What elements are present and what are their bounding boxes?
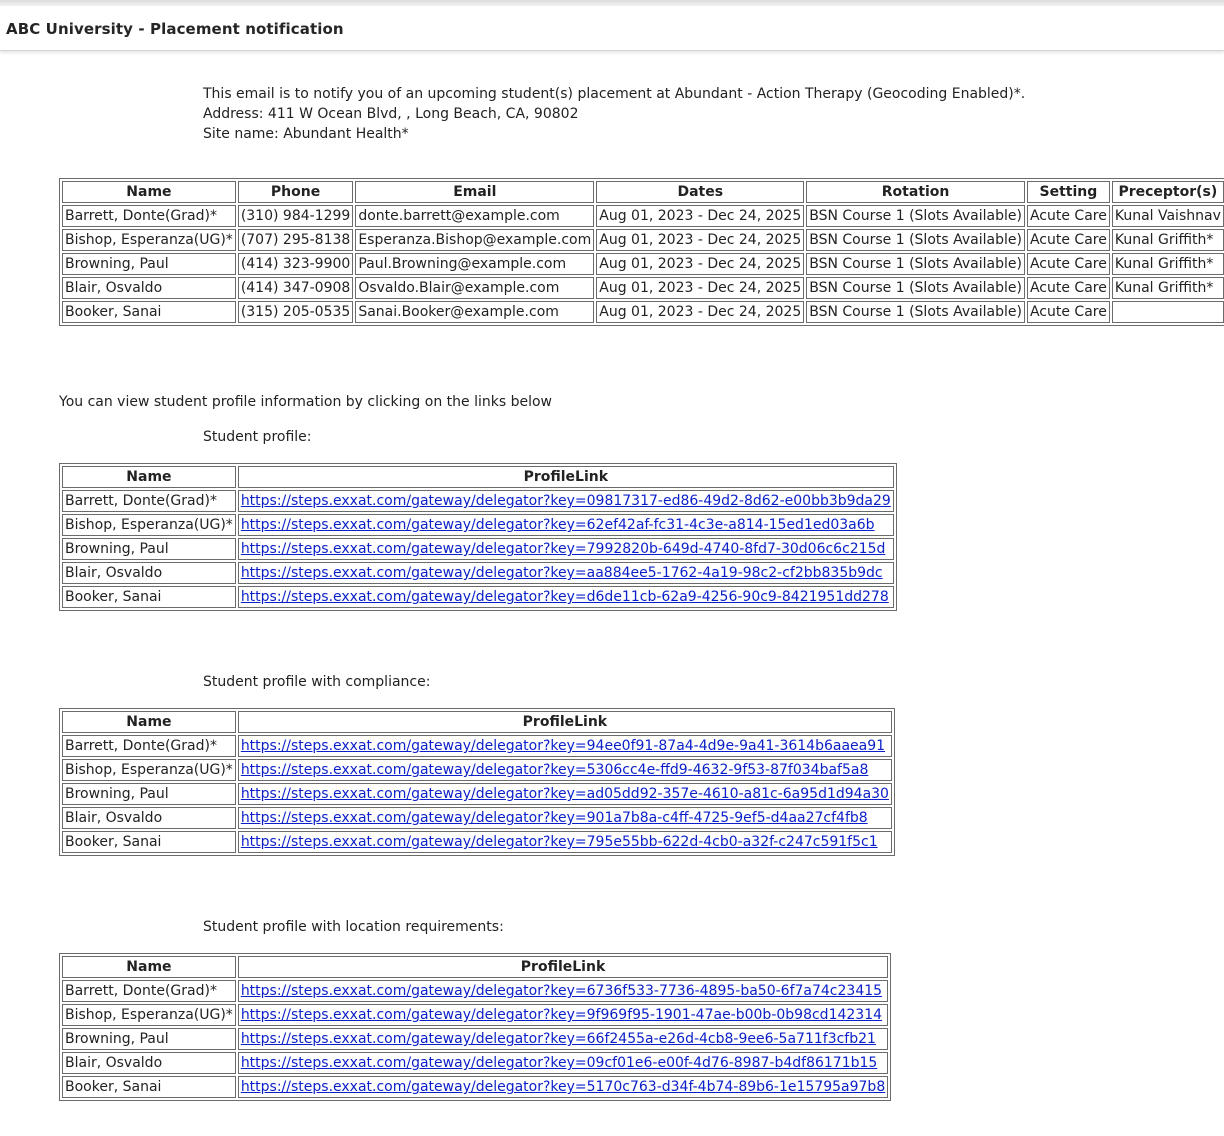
cell-dates: Aug 01, 2023 - Dec 24, 2025 — [596, 301, 804, 323]
table-row — [62, 538, 894, 560]
table-row — [62, 783, 892, 805]
cell-setting: Acute Care — [1027, 205, 1110, 227]
cell-name: Browning, Paul — [62, 538, 236, 560]
column-header-email: Email — [355, 181, 594, 203]
location-link[interactable]: https://steps.exxat.com/gateway/delegator?key=9f969f95-1901-47ae-b00b-0b98cd142314 — [240, 1007, 883, 1023]
table-header-row — [62, 181, 1224, 203]
cell-setting: Acute Care — [1027, 277, 1110, 299]
cell-dates: Aug 01, 2023 - Dec 24, 2025 — [596, 277, 804, 299]
column-header-name: Name — [62, 956, 236, 978]
table-header-row — [62, 711, 892, 733]
location-link[interactable]: https://steps.exxat.com/gateway/delegator?key=66f2455a-e26d-4cb8-9ee6-5a711f3cfb21 — [240, 1031, 876, 1047]
cell-setting: Acute Care — [1027, 229, 1110, 251]
cell-name: Booker, Sanai — [62, 301, 236, 323]
column-header-profilelink: ProfileLink — [238, 711, 892, 733]
cell-email: Osvaldo.Blair@example.com — [355, 277, 594, 299]
compliance-caption: Student profile with compliance: — [203, 674, 431, 690]
cell-name: Bishop, Esperanza(UG)* — [62, 759, 236, 781]
table-row — [62, 586, 894, 608]
cell-rotation: BSN Course 1 (Slots Available) — [806, 253, 1025, 275]
cell-profile-link — [238, 562, 894, 584]
table-row — [62, 1004, 888, 1026]
column-header-setting: Setting — [1027, 181, 1110, 203]
cell-dates: Aug 01, 2023 - Dec 24, 2025 — [596, 229, 804, 251]
view-profiles-note: You can view student profile information by clicking on the links below — [59, 394, 552, 410]
table-row — [62, 831, 892, 853]
table-row — [62, 277, 1224, 299]
location-profile-table — [59, 953, 891, 1101]
cell-name: Blair, Osvaldo — [62, 562, 236, 584]
cell-email: donte.barrett@example.com — [355, 205, 594, 227]
compliance-link[interactable]: https://steps.exxat.com/gateway/delegator?key=ad05dd92-357e-4610-a81c-6a95d1d94a30 — [240, 786, 889, 802]
cell-profile-link — [238, 514, 894, 536]
intro-text — [203, 84, 1025, 144]
intro-line-site: Site name: Abundant Health* — [203, 126, 409, 142]
location-link[interactable]: https://steps.exxat.com/gateway/delegator?key=6736f533-7736-4895-ba50-6f7a74c23415 — [240, 983, 883, 999]
profile-link[interactable]: https://steps.exxat.com/gateway/delegator?key=aa884ee5-1762-4a19-98c2-cf2bb835b9dc — [240, 565, 883, 581]
cell-profile-link — [238, 1052, 888, 1074]
table-row — [62, 205, 1224, 227]
cell-name: Booker, Sanai — [62, 586, 236, 608]
cell-name: Blair, Osvaldo — [62, 277, 236, 299]
table-row — [62, 807, 892, 829]
location-caption: Student profile with location requirements: — [203, 919, 504, 935]
cell-preceptor: Kunal Vaishnav — [1112, 205, 1224, 227]
compliance-link[interactable]: https://steps.exxat.com/gateway/delegator?key=5306cc4e-ffd9-4632-9f53-87f034baf5a8 — [240, 762, 869, 778]
cell-profile-link — [238, 831, 892, 853]
column-header-profilelink: ProfileLink — [238, 466, 894, 488]
table-row — [62, 1052, 888, 1074]
table-row — [62, 735, 892, 757]
cell-rotation: BSN Course 1 (Slots Available) — [806, 205, 1025, 227]
cell-preceptor: Kunal Griffith* — [1112, 229, 1224, 251]
cell-name: Booker, Sanai — [62, 1076, 236, 1098]
email-subject: ABC University - Placement notification — [6, 20, 344, 38]
cell-name: Barrett, Donte(Grad)* — [62, 490, 236, 512]
table-row — [62, 1028, 888, 1050]
student-profile-caption: Student profile: — [203, 429, 312, 445]
cell-profile-link — [238, 586, 894, 608]
cell-name: Bishop, Esperanza(UG)* — [62, 229, 236, 251]
cell-name: Blair, Osvaldo — [62, 1052, 236, 1074]
column-header-phone: Phone — [238, 181, 354, 203]
cell-rotation: BSN Course 1 (Slots Available) — [806, 301, 1025, 323]
cell-name: Bishop, Esperanza(UG)* — [62, 514, 236, 536]
table-header-row — [62, 466, 894, 488]
cell-name: Barrett, Donte(Grad)* — [62, 205, 236, 227]
placements-table — [59, 178, 1224, 326]
compliance-profile-table — [59, 708, 895, 856]
column-header-rotation: Rotation — [806, 181, 1025, 203]
table-row — [62, 562, 894, 584]
cell-name: Browning, Paul — [62, 253, 236, 275]
cell-profile-link — [238, 1004, 888, 1026]
cell-name: Bishop, Esperanza(UG)* — [62, 1004, 236, 1026]
cell-dates: Aug 01, 2023 - Dec 24, 2025 — [596, 253, 804, 275]
cell-name: Barrett, Donte(Grad)* — [62, 980, 236, 1002]
cell-setting: Acute Care — [1027, 301, 1110, 323]
profile-link[interactable]: https://steps.exxat.com/gateway/delegator?key=62ef42af-fc31-4c3e-a814-15ed1ed03a6b — [240, 517, 875, 533]
table-row — [62, 229, 1224, 251]
cell-phone: (707) 295-8138 — [238, 229, 354, 251]
location-link[interactable]: https://steps.exxat.com/gateway/delegator?key=09cf01e6-e00f-4d76-8987-b4df86171b15 — [240, 1055, 878, 1071]
compliance-link[interactable]: https://steps.exxat.com/gateway/delegator?key=795e55bb-622d-4cb0-a32f-c247c591f5c1 — [240, 834, 878, 850]
table-row — [62, 514, 894, 536]
compliance-link[interactable]: https://steps.exxat.com/gateway/delegator?key=94ee0f91-87a4-4d9e-9a41-3614b6aaea91 — [240, 738, 886, 754]
profile-link[interactable]: https://steps.exxat.com/gateway/delegator?key=d6de11cb-62a9-4256-90c9-8421951dd278 — [240, 589, 889, 605]
table-row — [62, 490, 894, 512]
cell-preceptor: Kunal Griffith* — [1112, 253, 1224, 275]
cell-dates: Aug 01, 2023 - Dec 24, 2025 — [596, 205, 804, 227]
cell-name: Blair, Osvaldo — [62, 807, 236, 829]
column-header-name: Name — [62, 711, 236, 733]
cell-rotation: BSN Course 1 (Slots Available) — [806, 277, 1025, 299]
cell-name: Browning, Paul — [62, 783, 236, 805]
column-header-preceptors: Preceptor(s) — [1112, 181, 1224, 203]
cell-rotation: BSN Course 1 (Slots Available) — [806, 229, 1025, 251]
intro-line-notify: This email is to notify you of an upcoming student(s) placement at Abundant - Action Therapy (Geocoding Enabled)*. — [203, 86, 1026, 102]
cell-phone: (310) 984-1299 — [238, 205, 354, 227]
cell-name: Barrett, Donte(Grad)* — [62, 735, 236, 757]
cell-setting: Acute Care — [1027, 253, 1110, 275]
cell-email: Esperanza.Bishop@example.com — [355, 229, 594, 251]
cell-preceptor — [1112, 301, 1224, 323]
email-header — [0, 6, 1224, 51]
cell-phone: (315) 205-0535 — [238, 301, 354, 323]
location-link[interactable]: https://steps.exxat.com/gateway/delegator?key=5170c763-d34f-4b74-89b6-1e15795a97b8 — [240, 1079, 886, 1095]
column-header-dates: Dates — [596, 181, 804, 203]
cell-email: Paul.Browning@example.com — [355, 253, 594, 275]
cell-profile-link — [238, 980, 888, 1002]
cell-profile-link — [238, 1076, 888, 1098]
table-row — [62, 980, 888, 1002]
table-row — [62, 301, 1224, 323]
cell-profile-link — [238, 807, 892, 829]
cell-profile-link — [238, 490, 894, 512]
cell-phone: (414) 323-9900 — [238, 253, 354, 275]
column-header-name: Name — [62, 466, 236, 488]
table-header-row — [62, 956, 888, 978]
cell-name: Browning, Paul — [62, 1028, 236, 1050]
column-header-profilelink: ProfileLink — [238, 956, 888, 978]
cell-profile-link — [238, 783, 892, 805]
profile-link[interactable]: https://steps.exxat.com/gateway/delegator?key=7992820b-649d-4740-8fd7-30d06c6c215d — [240, 541, 886, 557]
cell-name: Booker, Sanai — [62, 831, 236, 853]
cell-email: Sanai.Booker@example.com — [355, 301, 594, 323]
column-header-name: Name — [62, 181, 236, 203]
student-profile-table — [59, 463, 897, 611]
cell-profile-link — [238, 735, 892, 757]
cell-profile-link — [238, 538, 894, 560]
intro-line-address: Address: 411 W Ocean Blvd, , Long Beach, CA, 90802 — [203, 106, 579, 122]
profile-link[interactable]: https://steps.exxat.com/gateway/delegator?key=09817317-ed86-49d2-8d62-e00bb3b9da29 — [240, 493, 891, 509]
compliance-link[interactable]: https://steps.exxat.com/gateway/delegator?key=901a7b8a-c4ff-4725-9ef5-d4aa27cf4fb8 — [240, 810, 868, 826]
cell-profile-link — [238, 1028, 888, 1050]
cell-preceptor: Kunal Griffith* — [1112, 277, 1224, 299]
table-row — [62, 759, 892, 781]
cell-profile-link — [238, 759, 892, 781]
table-row — [62, 253, 1224, 275]
cell-phone: (414) 347-0908 — [238, 277, 354, 299]
table-row — [62, 1076, 888, 1098]
